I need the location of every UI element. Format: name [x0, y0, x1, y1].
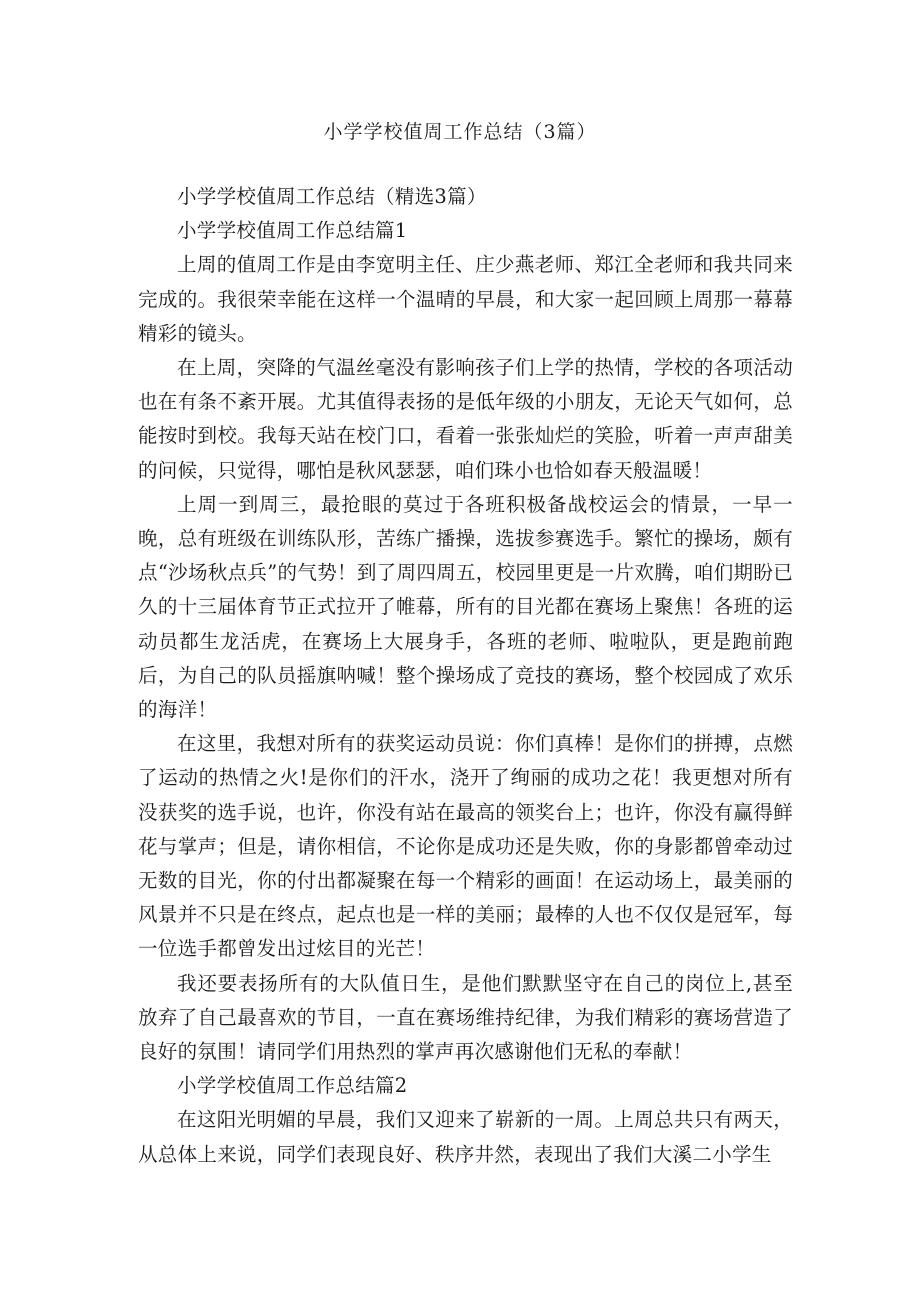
paragraph: 我还要表扬所有的大队值日生，是他们默默坚守在自己的岗位上,甚至放弃了自己最喜欢的节目，一直在赛场维持纪律，为我们精彩的赛场营造了良好的氛围！请同学们用热烈的掌声再次感谢他们无私的奉献！: [138, 971, 793, 1064]
paragraph: 在这阳光明媚的早晨，我们又迎来了崭新的一周。上周总共只有两天，从总体上来说，同学们表现良好、秩序井然，表现出了我们大溪二小学生: [138, 1108, 793, 1166]
document-body: [138, 180, 793, 1172]
document-title: 小学学校值周工作总结（3篇）: [323, 121, 597, 143]
paragraph: 上周的值周工作是由李宽明主任、庄少燕老师、郑江全老师和我共同来完成的。我很荣幸能在这样一个温晴的早晨，和大家一起回顾上周那一幕幕精彩的镜头。: [138, 253, 793, 345]
paragraph: 上周一到周三，最抢眼的莫过于各班积极备战校运会的情景，一早一晚，总有班级在训练队形，苦练广播操，选拔参赛选手。繁忙的操场，颇有点“沙场秋点兵”的气势！到了周四周五，校园里更是一片欢腾，咱们期盼已久的十三届体育节正式拉开了帷幕，所有的目光都在赛场上聚焦！各班的运动员都生龙活虎，在赛场上大展身手，各班的老师、啦啦队，更是跑前跑后，为自己的队员摇旗呐喊！整个操场成了竞技的赛场，整个校园成了欢乐的海洋！: [138, 492, 793, 722]
paragraph: 在这里，我想对所有的获奖运动员说：你们真棒！是你们的拼搏，点燃了运动的热情之火!是你们的汗水，浇开了绚丽的成功之花！我更想对所有没获奖的选手说，也许，你没有站在最高的领奖台上；也许，你没有赢得鲜花与掌声；但是，请你相信，不论你是成功还是失败，你的身影都曾牵动过无数的目光，你的付出都凝聚在每一个精彩的画面！在运动场上，最美丽的风景并不只是在终点，起点也是一样的美丽；最棒的人也不仅仅是冠军，每一位选手都曾发出过炫目的光芒！: [138, 732, 793, 961]
paragraph: 在上周，突降的气温丝毫没有影响孩子们上学的热情，学校的各项活动也在有条不紊开展。尤其值得表扬的是低年级的小朋友，无论天气如何，总能按时到校。我每天站在校门口，看着一张张灿烂的笑脸，听着一声声甜美的问候，只觉得，哪怕是秋风瑟瑟，咱们珠小也恰如春天般温暖！: [138, 356, 793, 482]
section-heading-1: 小学学校值周工作总结篇1: [177, 219, 408, 243]
subtitle: 小学学校值周工作总结（精选3篇）: [177, 185, 487, 208]
section-heading-2: 小学学校值周工作总结篇2: [177, 1074, 408, 1098]
